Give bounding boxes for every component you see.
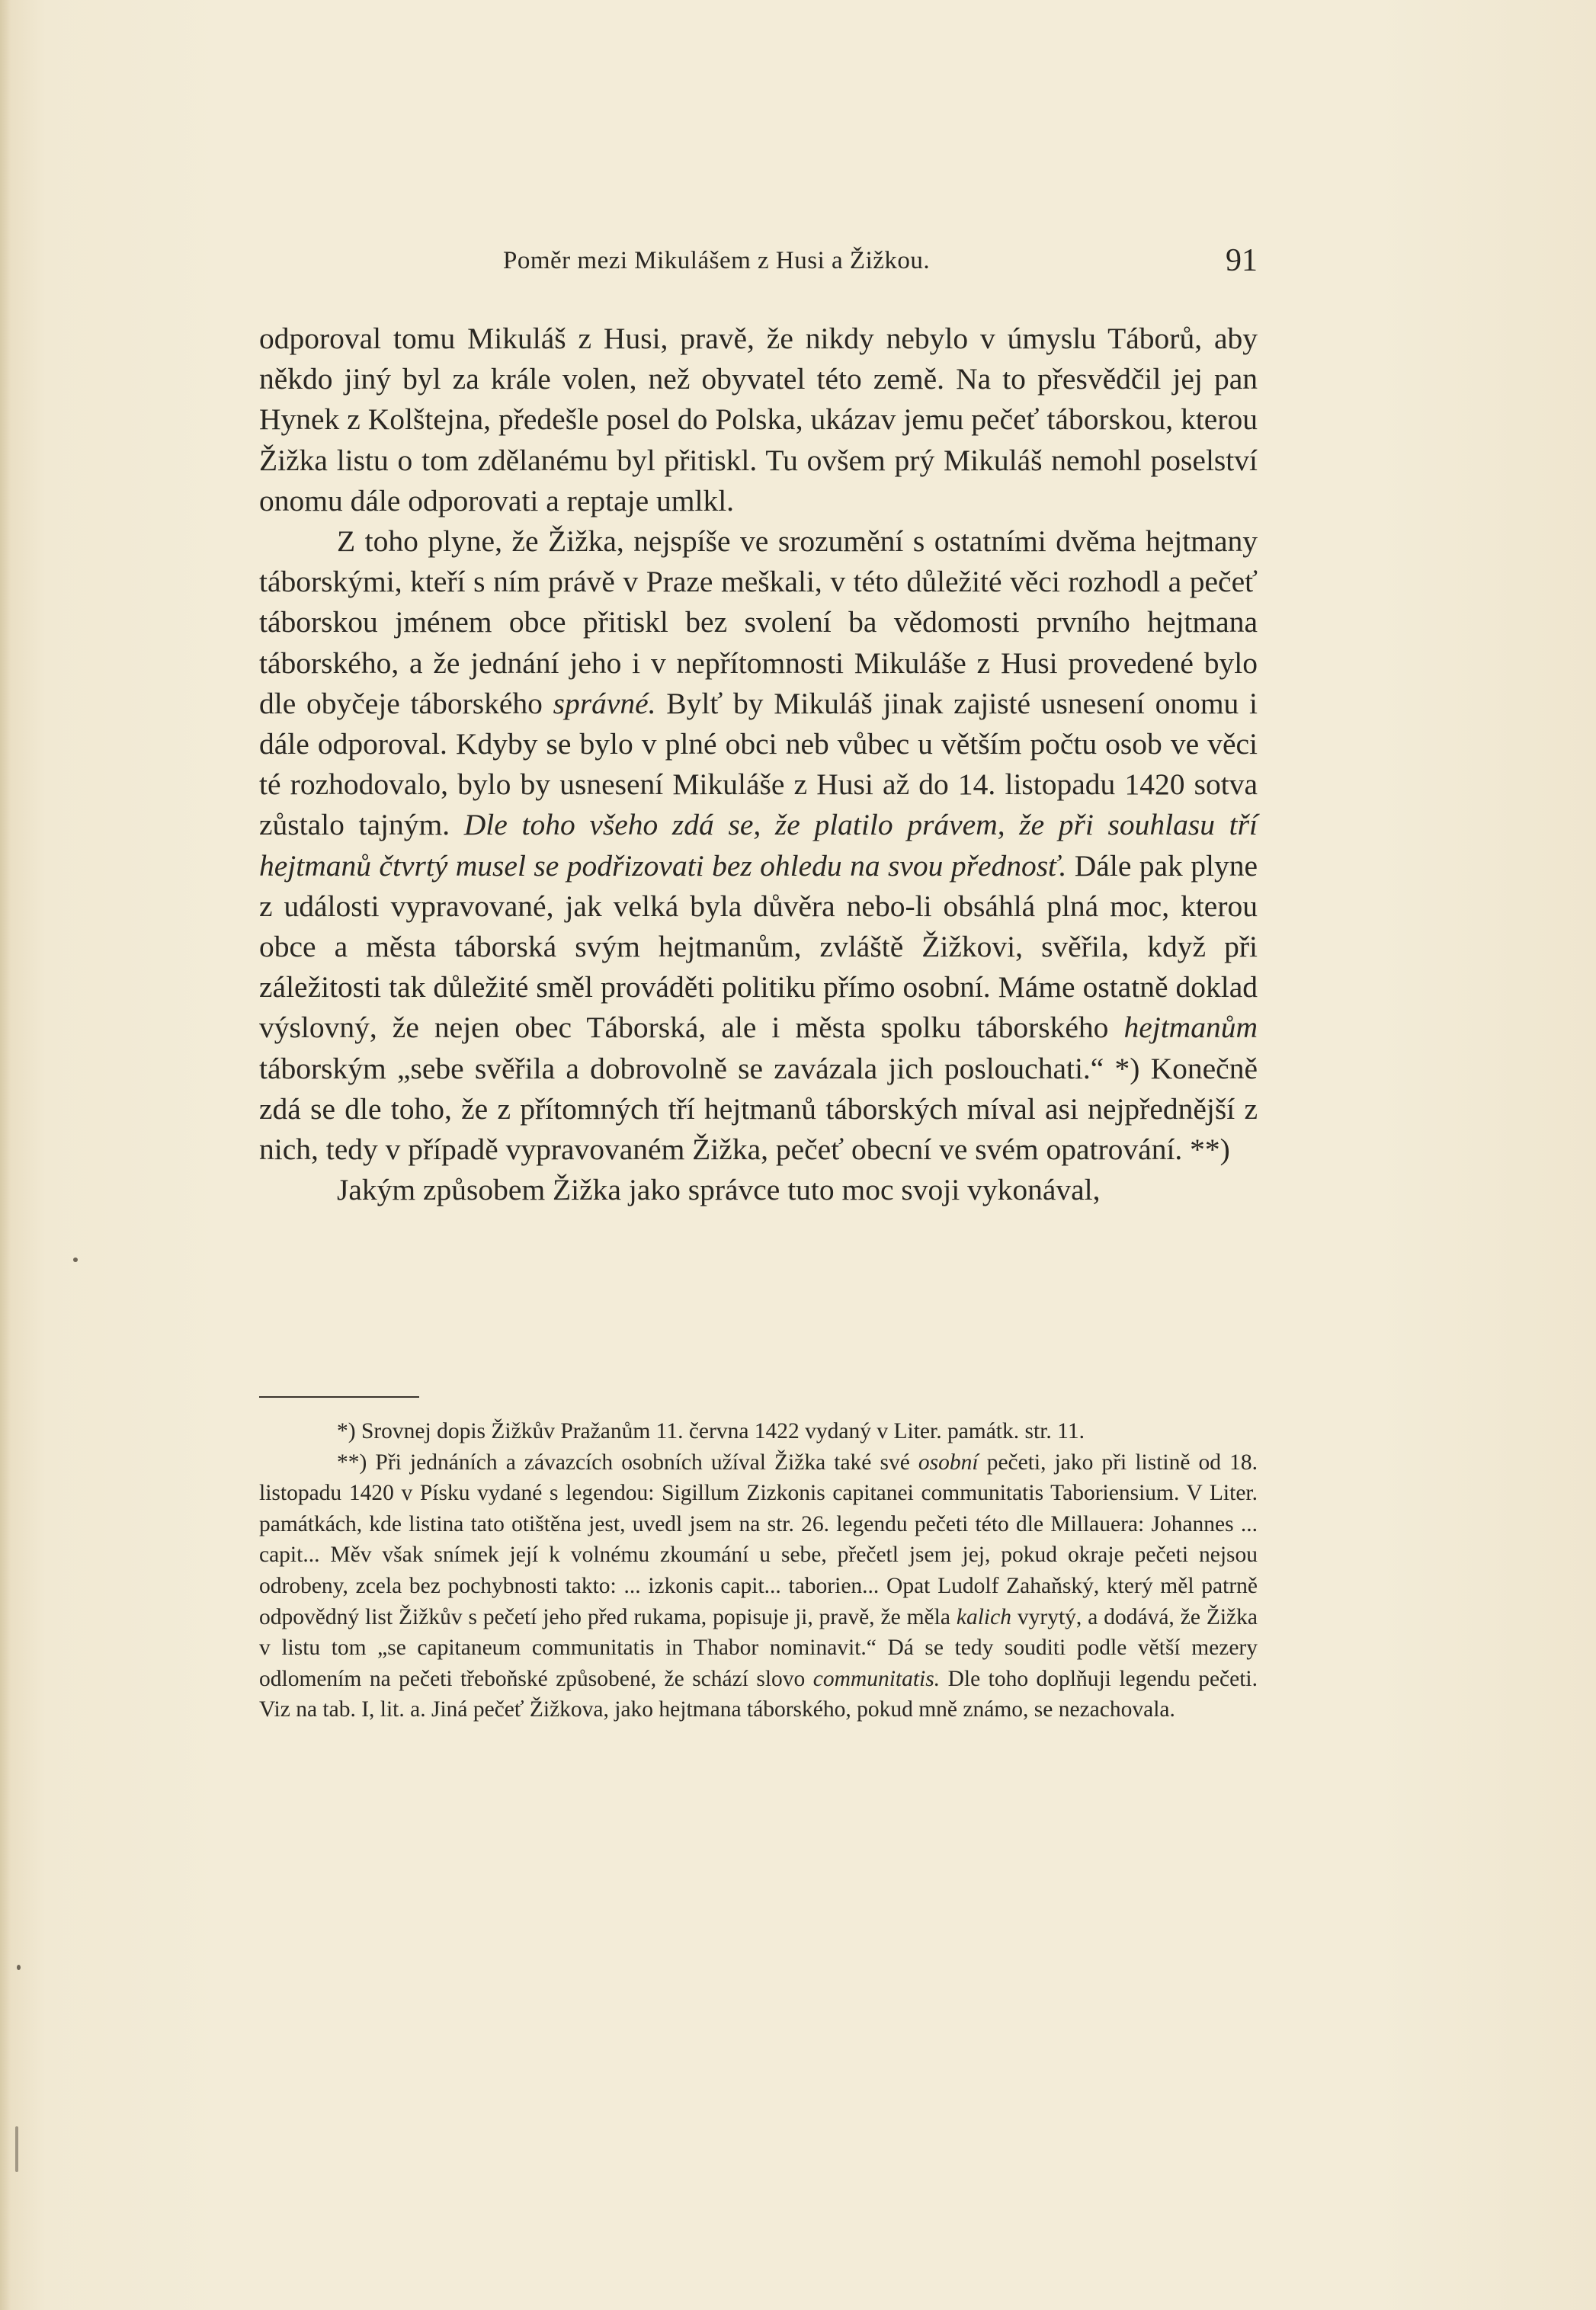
paragraph-2-text-a: Z toho plyne, že Žižka, nejspíše ve srozumění s ostatními dvěma hejtmany táborskými, kteří s ním právě v Praze meškali, v této důležité věci rozhodl a pečeť táborskou jménem obce přitiskl bez svolení ba vědomosti prvního hejtmana táborského, a že jednání jeho i v nepřítomnosti Mikuláše z Husi provedené bylo dle obyčeje táborského <box>259 524 1258 720</box>
paragraph-2-emphasis-b: Dle toho všeho zdá se, že platilo právem, že při souhlasu tří hejtmanů čtvrtý musel se podřizovati bez ohledu na svou přednosť. <box>259 808 1258 883</box>
footnote-2-text-a: **) Při jednáních a závazcích osobních užíval Žižka také své <box>337 1450 918 1475</box>
paper-speck <box>15 2126 18 2172</box>
paragraph-2 <box>259 521 1258 1170</box>
paper-speck <box>17 1965 21 1970</box>
running-header <box>259 242 1258 288</box>
page-gutter-shadow <box>0 0 11 2310</box>
footnote-2-emphasis-b: kalich <box>956 1604 1011 1629</box>
page-number: 91 <box>1226 243 1258 278</box>
footnote-2-emphasis-a: osobní <box>918 1450 979 1475</box>
footnote-2-emphasis-c: communitatis. <box>812 1666 941 1691</box>
footnote-2-text-b: pečeti, jako při listině od 18. listopadu 1420 v Písku vydané s legendou: Sigillum Zizkonis capitanei communitatis Taboriensium. V Liter. památkách, kde listina tato otištěna jest, uvedl jsem na str. 26. legendu pečeti této dle Millauera: Johannes ... capit... Měv však snímek její k volnému zkoumání u sebe, přečetl jsem jej, pokud okraje pečeti nejsou odrobeny, zcela bez pochybnosti takto: ... izkonis capit... taborien... Opat Ludolf Zahaňský, který měl patrně odpovědný list Žižkův s pečetí jeho před rukama, popisuje ji, pravě, že měla <box>259 1450 1258 1629</box>
paper-speck <box>73 1258 78 1262</box>
paragraph-2-text-b: Bylť by Mikuláš jinak zajisté usnesení onomu i dále odporoval. Kdyby se bylo v plné obci neb vůbec u větším počtu osob ve věci té rozhodovalo, bylo by usnesení Mikuláše z Husi až do 14. listopadu 1420 sotva zůstalo tajným. <box>259 686 1258 842</box>
paragraph-1: odporoval tomu Mikuláš z Husi, pravě, že nikdy nebylo v úmyslu Táborů, aby někdo jiný byl za krále volen, než obyvatel této země. Na to přesvědčil jej pan Hynek z Kolštejna, předešle posel do Polska, ukázav jemu pečeť táborskou, kterou Žižka listu o tom zdělanému byl přitiskl. Tu ovšem prý Mikuláš nemohl poselství onomu dále odporovati a reptaje umlkl. <box>259 322 1258 517</box>
footnote-2-text-d: Dle toho doplňuji legendu pečeti. Viz na tab. I, lit. a. Jiná pečeť Žižkova, jako hejtmana táborského, pokud mně známo, se nezachovala. <box>259 1666 1258 1722</box>
paragraph-2-emphasis-c: hejtmanům <box>1123 1011 1258 1045</box>
paragraph-3: Jakým způsobem Žižka jako správce tuto moc svoji vykonával, <box>337 1173 1101 1207</box>
paragraph-2-text-c: Dále pak plyne z události vypravované, jak velká byla důvěra nebo-li obsáhlá plná moc, kterou obce a města táborská svým hejtmanům, zvláště Žižkovi, svěřila, když při záležitosti tak důležité směl prováděti politiku přímo osobní. Máme ostatně doklad výslovný, že nejen obec Táborská, ale i města spolku táborského <box>259 848 1258 1045</box>
footnotes <box>259 1416 1258 1725</box>
main-text <box>259 319 1258 1210</box>
footnote-1: *) Srovnej dopis Žižkův Pražanům 11. června 1422 vydaný v Liter. památk. str. 11. <box>337 1419 1085 1443</box>
running-title: Poměr mezi Mikulášem z Husi a Žižkou. <box>503 247 931 274</box>
footnote-2 <box>259 1447 1258 1725</box>
paragraph-2-text-d: táborským „sebe svěřila a dobrovolně se zavázala jich poslouchati.“ *) Konečně zdá se dle toho, že z přítomných tří hejtmanů táborských míval asi nejpřednější z nich, tedy v případě vypravovaném Žižka, pečeť obecní ve svém opatrování. **) <box>259 1051 1258 1167</box>
footnote-2-text-c: vyrytý, a dodává, že Žižka v listu tom „se capitaneum communitatis in Thabor nominavit.“ Dá se tedy souditi podle větší mezery odlomením na pečeti třeboňské způsobené, že schází slovo <box>259 1604 1258 1691</box>
footnote-divider <box>259 1396 419 1398</box>
paragraph-2-emphasis-a: správné. <box>553 686 656 720</box>
